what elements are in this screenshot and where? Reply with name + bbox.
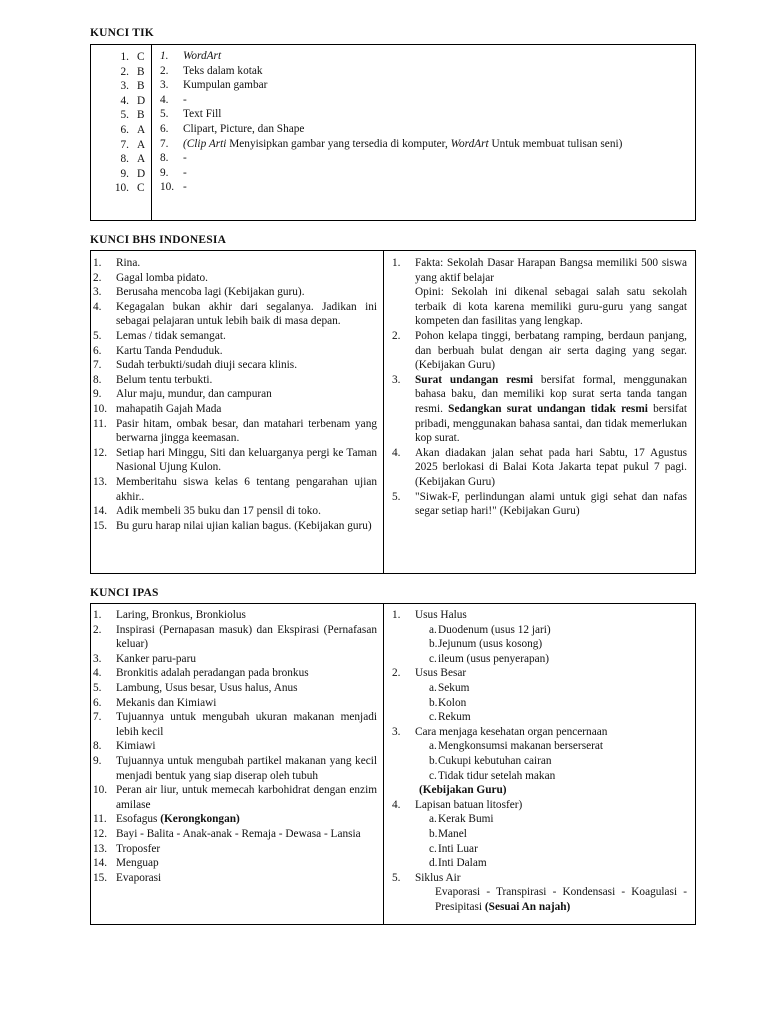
item-text: WordArt [450,137,489,150]
answer-letter: B [137,109,145,122]
item-number: 10. [160,181,175,194]
item-number: 3. [160,79,169,92]
item-text: Usus Halus [415,609,467,621]
sub-letter: c. [429,711,437,724]
item-number: 6. [93,696,102,709]
list-item [93,402,377,417]
item-text: Mekanis dan Kimiawi [116,696,217,709]
item-number: 9. [93,388,102,401]
item-number: 11. [93,417,107,430]
list-item [93,652,377,667]
sub-text: Kolon [438,696,467,709]
sub-letter: b. [429,754,438,767]
item-number: 8. [93,373,102,386]
list-item [160,122,689,137]
item-text: Rina. [116,257,141,269]
sub-text: Inti Luar [438,842,478,855]
item-number: 13. [93,842,108,855]
item-text: Menguap [116,857,159,870]
item-text: Tujuannya untuk mengubah partikel makanan yang kecil menjadi bentuk yang siap diserap oleh tubuh [116,754,377,782]
cycle-steps: Evaporasi - Transpirasi - Kondensasi - Koagulasi - Presipitasi [435,886,687,913]
list-item [93,710,377,739]
item-number: 9. [93,754,102,767]
item-text: Esofagus [116,813,161,826]
answer-letter: B [137,65,145,78]
item-number: 15. [93,871,108,884]
sub-text: Sekum [438,681,470,694]
answer-letter: A [137,153,146,166]
item-text: - [183,93,187,106]
sub-item [415,710,687,725]
sub-letter: a. [429,813,437,826]
fakta-text: Fakta: Sekolah Dasar Harapan Bangsa memiliki 500 siswa yang aktif belajar [415,257,687,284]
answer-number: 5. [120,109,129,122]
sub-item [415,769,687,784]
item-text: Evaporasi [116,871,162,884]
list-item [93,358,377,373]
item-number: 3. [93,652,102,665]
list-item [93,446,377,475]
bindo-right-column [384,251,695,573]
list-item [392,608,687,666]
list-item [93,256,377,271]
ipas-title: KUNCI IPAS [90,587,159,599]
sub-item [415,739,687,754]
item-text: Sudah terbukti/sudah diuji secara klinis. [116,359,298,372]
item-text: Memberitahu siswa kelas 6 tentang pengarahan ujian akhir.. [116,475,377,503]
list-item [93,827,377,842]
sub-item [415,652,687,667]
item-number: 7. [93,359,102,372]
answer-row [91,152,151,167]
item-text: Untuk membuat tulisan seni) [488,137,623,150]
item-number: 6. [160,122,169,135]
tik-table [90,44,696,221]
sub-item [415,637,687,652]
list-item [93,373,377,388]
sub-list [415,812,687,870]
sub-item [415,856,687,871]
item-number: 14. [93,857,108,870]
answer-number: 7. [120,138,129,151]
ipas-right-column [384,604,695,924]
list-item [93,417,377,446]
list-item [392,725,687,798]
sub-letter: b. [429,696,438,709]
answer-number: 2. [120,65,129,78]
answer-number: 10. [114,182,129,195]
item-number: 12. [93,446,108,459]
item-number: 2. [160,64,169,77]
answer-row [91,50,151,65]
item-number: 11. [93,813,107,826]
list-item [160,151,689,166]
item-number: 8. [93,740,102,753]
item-number: 10. [93,784,108,797]
answer-row [91,167,151,182]
sub-item [415,812,687,827]
list-item [93,329,377,344]
item-number: 1. [93,257,102,269]
cycle-source: (Sesuai An najah) [484,900,571,913]
item-text: - [183,152,187,165]
list-item [160,78,689,93]
item-text: Kegagalan bukan akhir dari segalanya. Jadikan ini sebagai pelajaran untuk lebih baik di masa depan. [116,300,377,328]
item-text: Teks dalam kotak [183,64,263,77]
ipas-table [90,603,696,925]
answer-row [91,123,151,138]
item-number: 2. [392,667,401,680]
list-item [160,49,689,64]
answer-letter: C [137,51,145,63]
item-text: (Clip Arti [183,137,227,150]
answer-row [91,65,151,80]
sub-item [415,681,687,696]
tik-essay-column [152,45,695,220]
item-number: 1. [392,609,401,621]
sub-text: Cukupi kebutuhan cairan [438,754,552,767]
item-number: 4. [392,798,401,811]
item-number: 12. [93,827,108,840]
sub-letter: c. [429,842,437,855]
answer-number: 8. [120,153,129,166]
sub-letter: b. [429,827,438,840]
item-text: Kartu Tanda Penduduk. [116,344,223,357]
sub-letter: c. [429,652,437,665]
sub-item [415,696,687,711]
answer-row [91,108,151,123]
bindo-table [90,250,696,574]
list-item [93,856,377,871]
sub-list [415,681,687,725]
sub-item [415,827,687,842]
answer-number: 6. [120,123,129,136]
item-text: Menyisipkan gambar yang tersedia di komputer, [226,137,451,150]
item-text: Adik membeli 35 buku dan 17 pensil di toko. [116,505,321,518]
item-text: Siklus Air [415,871,461,884]
item-number: 1. [160,50,169,62]
item-number: 5. [392,871,401,884]
list-item [93,285,377,300]
item-text: mahapatih Gajah Mada [116,402,222,415]
item-number: 10. [93,402,108,415]
item-number: 3. [392,725,401,738]
item-number: 5. [160,108,169,121]
answer-row [91,181,151,196]
sub-text: Manel [438,827,467,840]
list-item [93,871,377,886]
item-number: 15. [93,519,108,532]
answer-letter: B [137,80,145,93]
item-text: Bronkitis adalah peradangan pada bronkus [116,667,309,680]
item-number: 1. [93,609,102,621]
list-item [160,166,689,181]
list-item [93,387,377,402]
sub-letter: b. [429,638,438,651]
sub-text: Tidak tidur setelah makan [438,769,556,782]
item-bold-text: (Kerongkongan) [160,813,240,826]
item-text: Text Fill [183,108,222,121]
sub-text: Mengkonsumsi makanan berserserat [438,740,604,753]
opini-text: Opini: Sekolah ini dikenal sebagai salah satu sekolah terbaik di kota karena memiliki guru-guru yang sangat kompeten dan fasilitas yang lengkap. [415,286,687,328]
item-text: Bu guru harap nilai ujian kalian bagus. (Kebijakan guru) [116,519,372,532]
list-item [392,666,687,724]
list-item: 4. Akan diadakan jalan sehat pada hari Sabtu, 17 Agustus 2025 berlokasi di Balai Kota Jakarta tepat pukul 7 pagi. (Kebijakan Guru) [392,446,687,488]
list-item [160,107,689,122]
item-number: 14. [93,505,108,518]
list-item: 3. Surat undangan resmi bersifat formal, menggunakan bahasa baku, dan memiliki kop surat serta tanda tangan resmi. Sedangkan surat undangan tidak resmi bersifat pribadi, menggunakan bahasa santai, dan tidak memerlukan kop surat. [392,373,687,445]
answer-number: 1. [120,51,129,63]
list-item [93,754,377,783]
item-number: 3. [93,286,102,299]
item-text: Clipart, Picture, dan Shape [183,122,305,135]
tik-mc-column [91,45,151,220]
list-item [93,739,377,754]
item-text: Berusaha mencoba lagi (Kebijakan guru). [116,286,305,299]
list-item [93,623,377,652]
item-text: Lapisan batuan litosfer) [415,798,523,811]
item-text: Inspirasi (Pernapasan masuk) dan Ekspirasi (Pernafasan keluar) [116,623,377,651]
answer-number: 4. [120,94,129,107]
list-item [93,681,377,696]
note-text: (Kebijakan Guru) [419,784,507,797]
answer-row [91,138,151,153]
list-item [392,798,687,871]
item-number: 8. [160,152,169,165]
item-text: Belum tentu terbukti. [116,373,213,386]
sub-list [415,623,687,667]
item-text: Alur maju, mundur, dan campuran [116,388,272,401]
answer-number: 9. [120,167,129,180]
sub-text: Kerak Bumi [438,813,494,826]
answer-letter: D [137,94,146,107]
item-number: 5. [93,681,102,694]
cycle-text [415,885,687,914]
item-number: 7. [93,711,102,724]
item-text: Troposfer [116,842,161,855]
item-text: - [183,181,187,194]
list-item: 1. Fakta: Sekolah Dasar Harapan Bangsa memiliki 500 siswa yang aktif belajar Opini: Sekolah ini dikenal sebagai salah satu sekolah terbaik di kota karena memiliki guru-guru yang sangat kompeten dan fasilitas yang lengkap. [392,257,687,328]
item-text: Bayi - Balita - Anak-anak - Remaja - Dewasa - Lansia [116,827,361,840]
item-text: Kimiawi [116,740,156,753]
list-item [93,344,377,359]
list-item [93,519,377,534]
sub-letter: a. [429,623,437,636]
item-text: Lambung, Usus besar, Usus halus, Anus [116,681,298,694]
item-number: 4. [160,93,169,106]
sub-text: Jejunum (usus kosong) [438,638,543,651]
list-item [93,812,377,827]
answer-number: 3. [120,80,129,93]
answer-letter: D [137,167,146,180]
item-number: 4. [93,667,102,680]
item-text: Kanker paru-paru [116,652,196,665]
ipas-left-column [91,604,383,924]
list-item [93,504,377,519]
list-item [392,871,687,915]
item-text: Lemas / tidak semangat. [116,329,226,342]
list-item [93,608,377,623]
item-text: Setiap hari Minggu, Siti dan keluarganya pergi ke Taman Nasional Ujung Kulon. [116,446,377,474]
tik-title: KUNCI TIK [90,27,154,39]
item-text: Peran air liur, untuk memecah karbohidrat dengan enzim amilase [116,784,377,811]
list-item [160,180,689,195]
item-text: - [183,166,187,179]
item-text: WordArt [183,50,222,62]
list-item [93,842,377,857]
item-number: 13. [93,475,108,488]
item-text: Tujuannya untuk mengubah ukuran makanan menjadi lebih kecil [116,711,377,738]
answer-letter: C [137,182,145,195]
sub-text: Rekum [438,711,471,724]
list-item [93,475,377,504]
sub-letter: c. [429,769,437,782]
item-text: Kumpulan gambar [183,79,268,92]
list-item [160,64,689,79]
list-item [160,93,689,108]
item-text: Cara menjaga kesehatan organ pencernaan [415,725,608,738]
answer-row [91,94,151,109]
sub-letter: a. [429,740,437,753]
answer-row [91,79,151,94]
bindo-title: KUNCI BHS INDONESIA [90,234,227,246]
item-number: 7. [160,137,169,150]
bindo-left-column [91,251,383,573]
list-item [93,696,377,711]
list-item [93,271,377,286]
list-item [160,137,689,152]
item-text: Pasir hitam, ombak besar, dan matahari terbenam yang berwarna jingga keemasan. [116,417,377,445]
sub-letter: a. [429,681,437,694]
item-number: 2. [93,271,102,284]
sub-text: Duodenum (usus 12 jari) [438,623,551,636]
item-number: 6. [93,344,102,357]
sub-text: Inti Dalam [438,857,487,870]
item-text: Laring, Bronkus, Bronkiolus [116,609,246,621]
answer-letter: A [137,123,146,136]
answer-letter: A [137,138,146,151]
list-item [93,783,377,812]
sub-letter: d. [429,857,438,870]
list-item [93,666,377,681]
item-text: Gagal lomba pidato. [116,271,208,284]
sub-list [415,739,687,783]
item-number: 9. [160,166,169,179]
item-number: 4. [93,300,102,313]
note [415,783,687,798]
item-text: Usus Besar [415,667,467,680]
sub-item [415,754,687,769]
sub-text: ileum (usus penyerapan) [438,652,550,665]
sub-item [415,842,687,857]
item-number: 2. [93,623,102,636]
item-number: 5. [93,329,102,342]
list-item: 5. "Siwak-F, perlindungan alami untuk gigi sehat dan nafas segar setiap hari!" (Kebijakan Guru) [392,490,687,518]
sub-item [415,623,687,638]
list-item [93,300,377,329]
list-item: 2. Pohon kelapa tinggi, berbatang ramping, berdaun panjang, dan berbuah bulat dengan air serta daging yang segar. (Kebijakan Guru) [392,329,687,372]
